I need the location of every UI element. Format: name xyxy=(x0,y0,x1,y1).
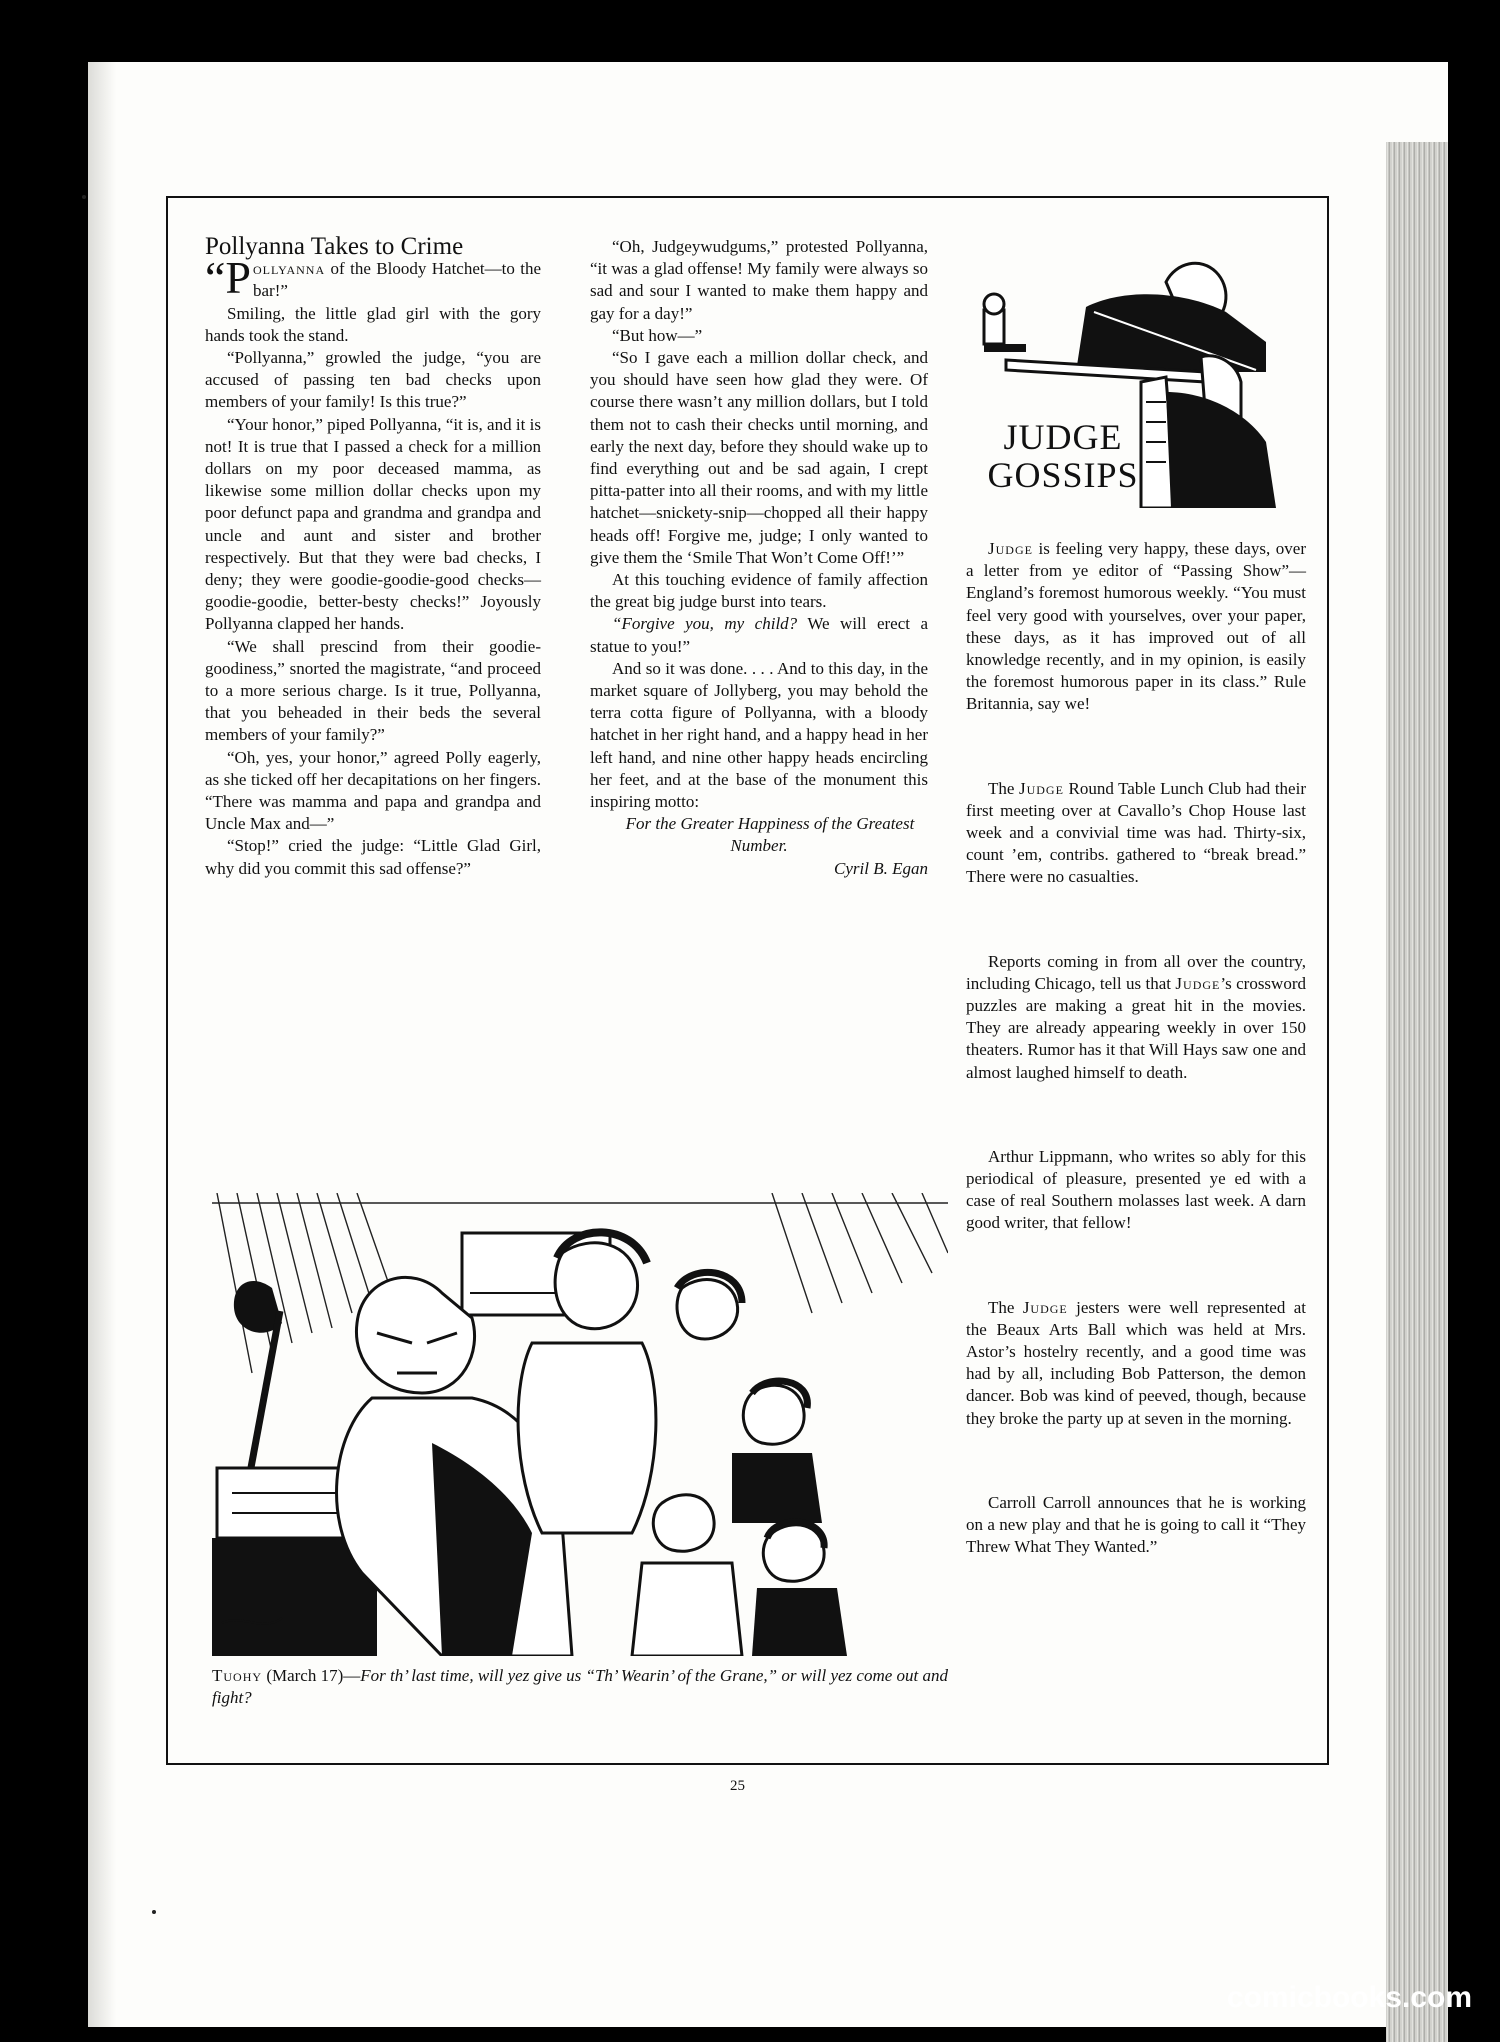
page-number: 25 xyxy=(730,1778,745,1794)
gossip-item: Carroll Carroll announces that he is working on a new play and that he is going to call it “They Threw What They Wanted.” xyxy=(966,1492,1306,1557)
gossip-item: The Judge Round Table Lunch Club had their first meeting over at Cavallo’s Chop House last week and a convivial time was had. Thirty-six, count ’em, contribs. gathered to “break bread.” There were no casualties. xyxy=(966,778,1306,887)
gossips-column xyxy=(966,538,1306,1559)
page-gutter-shade xyxy=(88,62,116,2027)
book-page-edges xyxy=(1386,142,1448,2042)
cartoon-caption: Tuohy (March 17)—For th’ last time, will yez give us “Th’ Wearin’ of the Grane,” or will yez come out and fight? xyxy=(212,1666,948,1707)
article-paragraph: “Forgive you, my child? We will erect a statue to you!” xyxy=(590,614,928,656)
article-title: Pollyanna Takes to Crime xyxy=(205,233,464,260)
article-paragraph: “So I gave each a million dollar check, and you should have seen how glad they were. Of course there wasn’t any million dollars, but I told them not to cash their checks until morning, and early the next day, before they should wake up to find everything out and be sad again, I crept pitta-patter into all their rooms, and with my little hatchet—snickety-snip—chopped all their happy heads off! Forgive me, judge; I only wanted to give them the ‘Smile That Won’t Come Off!’” xyxy=(590,348,928,567)
article-paragraph: “Your honor,” piped Pollyanna, “it is, and it is not! It is true that I passed a check for a million dollars on my poor deceased mamma, as likewise some million dollar checks upon my poor defunct papa and grandma and grandpa and uncle and aunt and sister and brother respectively. But that they were bad checks, I deny; they were goodie-goodie-good checks—goodie-goodie, better-besty checks!” Joyously Pollyanna clapped her hands. xyxy=(205,414,541,634)
speck-mark xyxy=(82,195,86,199)
article-paragraph: “But how—” xyxy=(612,325,703,345)
article-column-2 xyxy=(590,236,928,880)
article-paragraph: “Pollyanna,” growled the judge, “you are accused of passing ten bad checks upon members of your family! Is this true?” xyxy=(205,348,541,412)
gossip-item: Arthur Lippmann, who writes so ably for this periodical of pleasure, presented ye ed with a case of real Southern molasses last week. A darn good writer, that fellow! xyxy=(966,1146,1306,1233)
article-paragraph: “Oh, Judgeywudgums,” protested Pollyanna, “it was a glad offense! My family were always so sad and sour I wanted to make them happy and gay for a day!” xyxy=(590,237,928,323)
gossip-item: Judge is feeling very happy, these days, over a letter from ye editor of “Passing Show”—England’s foremost humorous weekly. “You must feel very good with yourselves, over your paper, these days, as it has improved out of all knowledge recently, and in my opinion, is easily the foremost humorous paper in its class.” Rule Britannia, say we! xyxy=(966,539,1306,714)
article-paragraph: And so it was done. . . . And to this day, in the market square of Jollyberg, you may behold the terra cotta figure of Pollyanna, with a bloody hatchet in her right hand, and a happy head in her left hand, and nine other happy heads encircling her feet, and at the base of the monument this inspiring motto: xyxy=(590,658,928,812)
drop-cap: “P xyxy=(205,252,251,304)
article-byline: Cyril B. Egan xyxy=(834,858,928,878)
watermark: comicbooks.com xyxy=(1226,1981,1472,2014)
article-lead: “Pollyanna of the Bloody Hatchet—to the bar!” xyxy=(205,252,541,304)
article-motto: For the Greater Happiness of the Greatest Number. xyxy=(625,814,915,856)
gossip-item: Reports coming in from all over the country, including Chicago, tell us that Judge’s crossword puzzles are making a great hit in the movies. They are already appearing weekly in over 150 theaters. Rumor has it that Will Hays saw one and almost laughed himself to death. xyxy=(966,951,1306,1082)
article-paragraph: Smiling, the little glad girl with the gory hands took the stand. xyxy=(205,303,541,345)
article-paragraph: “We shall prescind from their goodie-goodiness,” snorted the magistrate, “and proceed to a more serious charge. Is it true, Pollyanna, that you beheaded in their beds the several members of your family?” xyxy=(205,636,541,745)
speck-mark xyxy=(152,1910,156,1914)
article-column-1 xyxy=(205,233,541,880)
article-paragraph: “Oh, yes, your honor,” agreed Polly eagerly, as she ticked off her decapitations on her fingers. “There was mamma and papa and grandpa and Uncle Max and—” xyxy=(205,747,541,834)
cartoon-illustration xyxy=(212,1193,948,1656)
article-paragraph: “Stop!” cried the judge: “Little Glad Girl, why did you commit this sad offense?” xyxy=(205,836,541,878)
gossip-item: The Judge jesters were well represented at the Beaux Arts Ball which was held at Mrs. Astor’s hostelry recently, and a good time was had by all, including Bob Patterson, the demon dancer. Bob was kind of peeved, though, because they broke the party up at seven in the morning. xyxy=(966,1297,1306,1428)
article-paragraph: At this touching evidence of family affection the great big judge burst into tears. xyxy=(590,570,928,612)
gossips-heading: JUDGE GOSSIPS xyxy=(987,417,1139,495)
